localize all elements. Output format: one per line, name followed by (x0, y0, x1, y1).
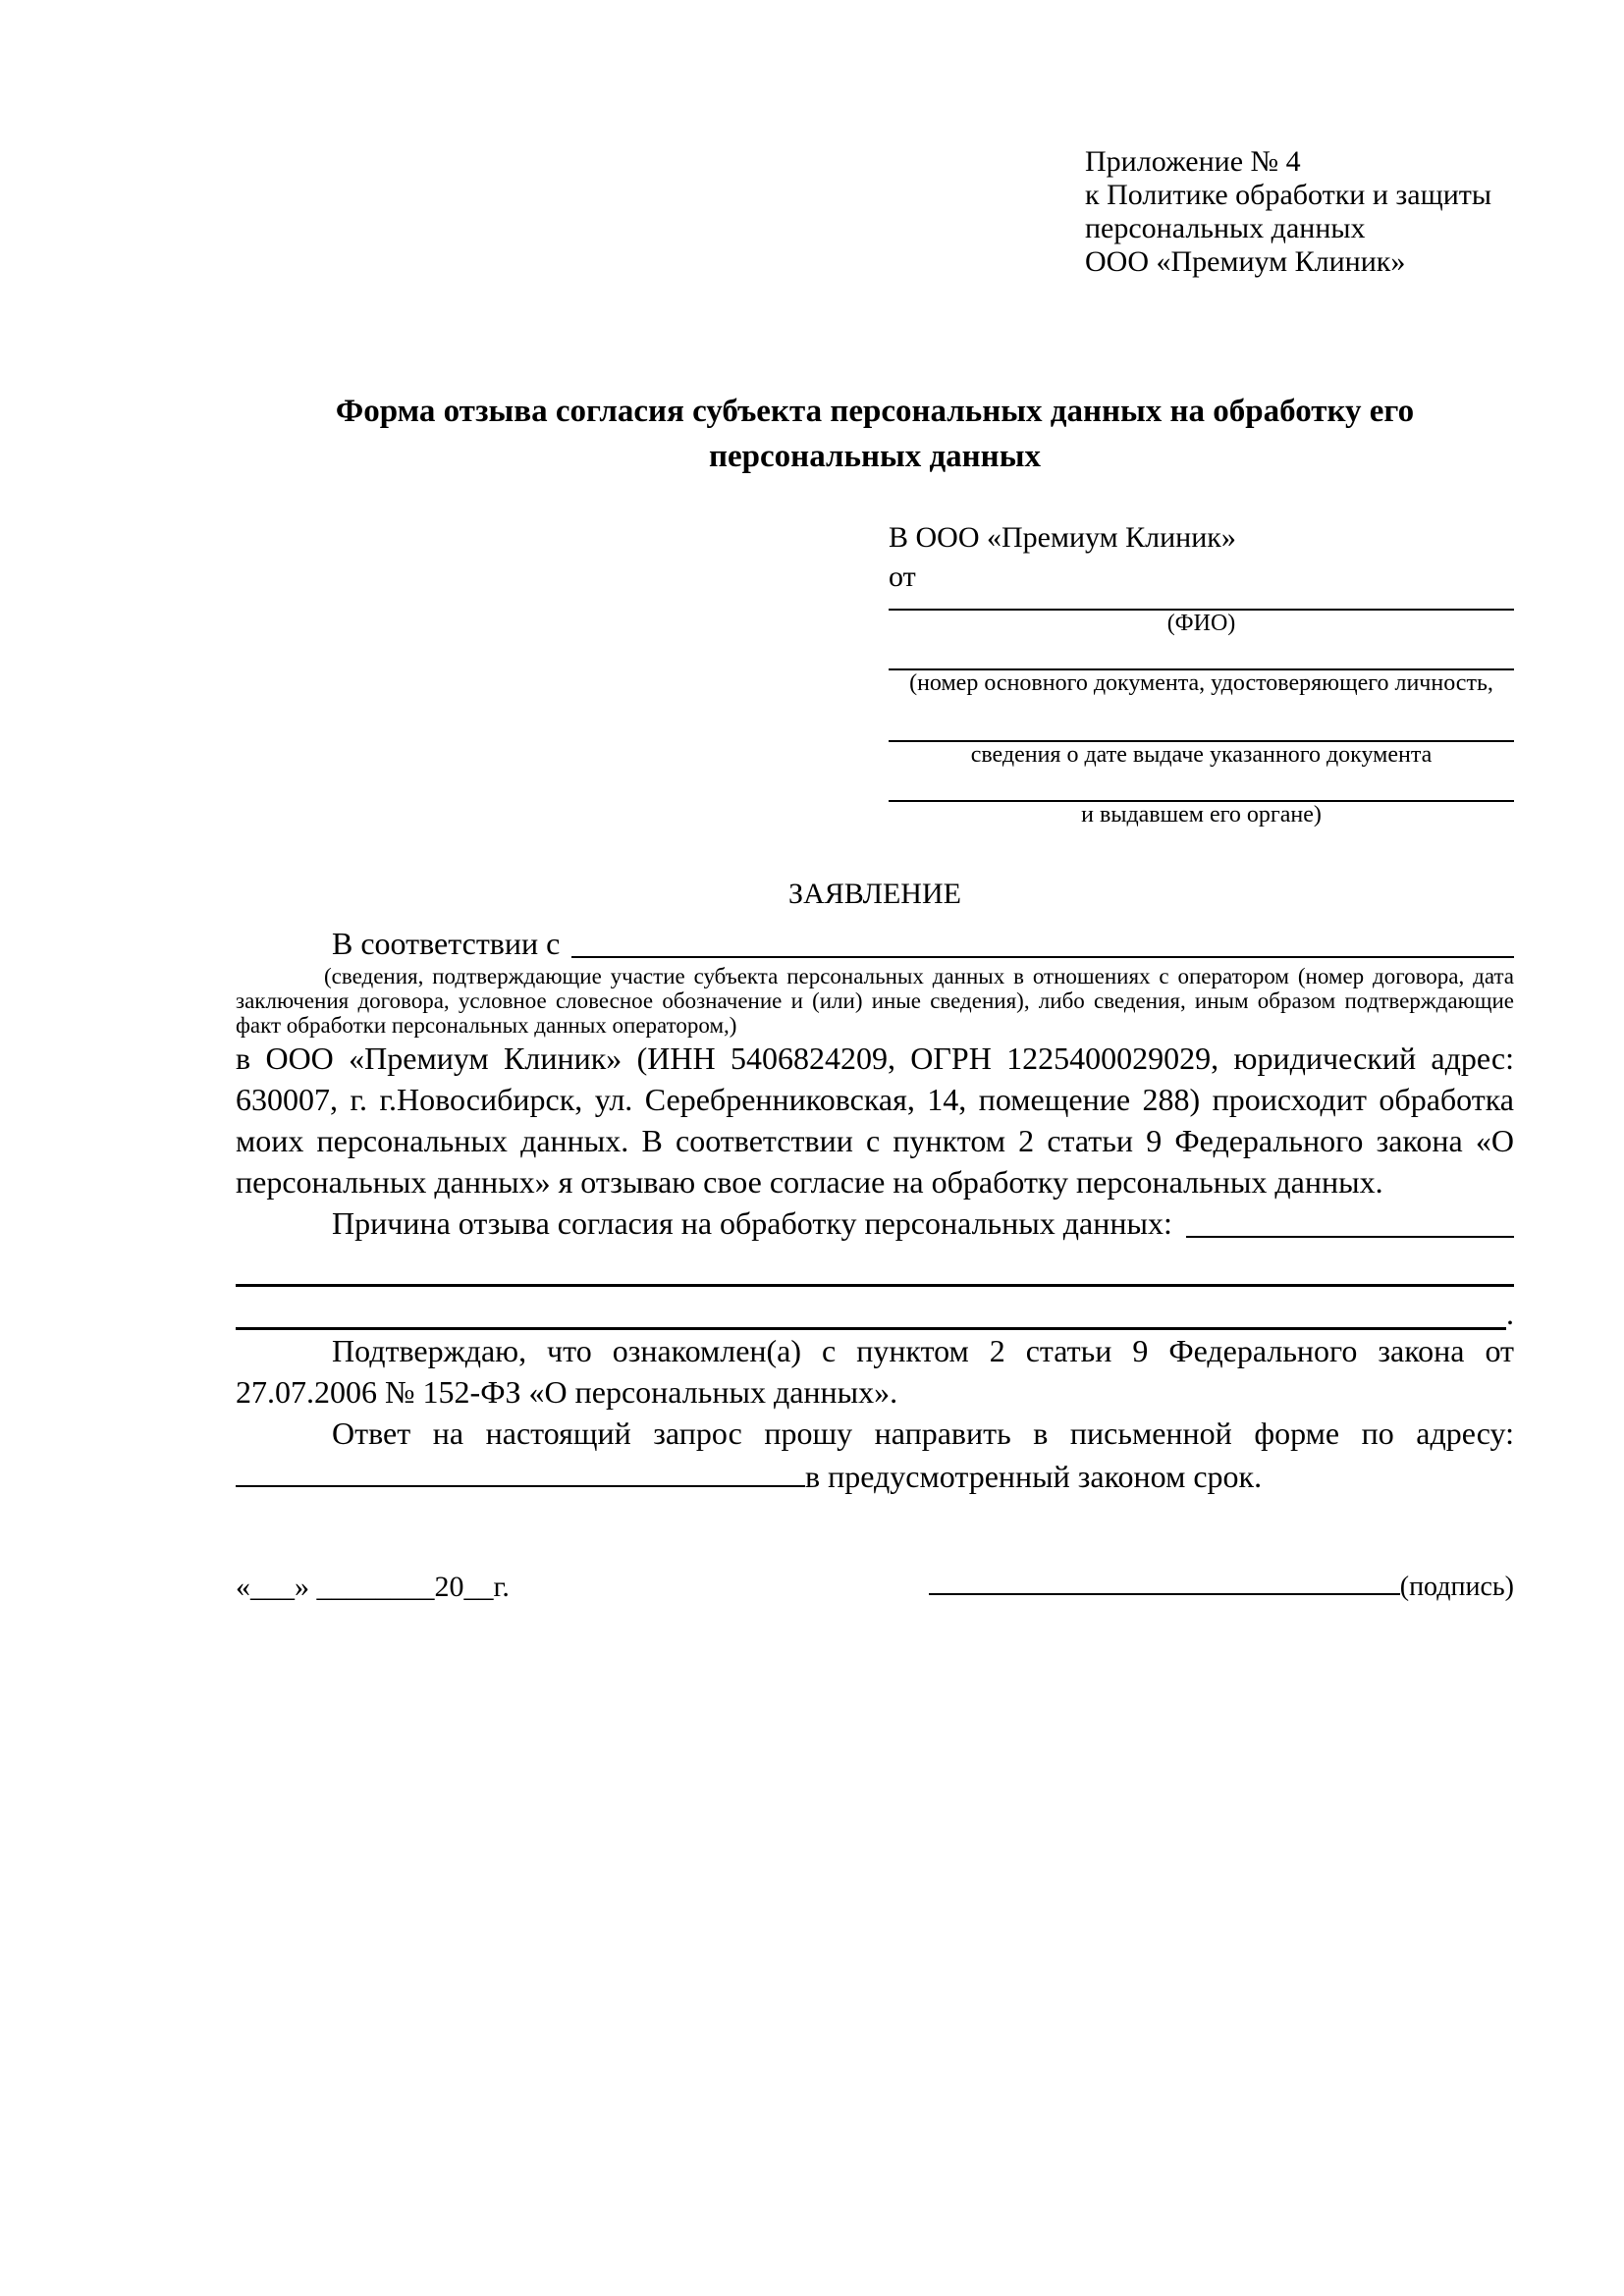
issuing-authority-caption: и выдавшем его органе) (1081, 802, 1322, 828)
reason-blank-row (236, 1244, 1514, 1287)
doc-number-caption: (номер основного документа, удостоверяющего личность, (909, 670, 1493, 696)
operator-paragraph: в ООО «Премиум Клиник» (ИНН 5406824209, ОГРН 1225400029029, юридический адрес: 630007, г. г.Новосибирск, ул. Серебренниковская, 14, помещение 288) происходит обработка моих персональных данных. В соответствии с пунктом 2 статьи 9 Федерального закона «О персональных данных» я отзываю свое согласие на обработку персональных данных. (236, 1041, 1514, 1200)
fio-blank-line (889, 597, 1514, 611)
issuing-authority-blank-line (889, 769, 1514, 802)
reply-prefix: Ответ на настоящий запрос прошу направить в письменной форме по адресу: (332, 1415, 1514, 1451)
intro-blank-line (571, 956, 1514, 958)
date-signature-row (236, 1564, 1514, 1608)
reason-blank-row (236, 1287, 1514, 1330)
document-title: Форма отзыва согласия субъекта персональных данных на обработку его персональных данных (335, 394, 1415, 474)
issue-date-caption: сведения о дате выдаче указанного документа (970, 742, 1433, 768)
intro-line (236, 923, 1514, 964)
doc-number-blank-line (889, 637, 1514, 670)
appendix-note-line: персональных данных (1085, 212, 1366, 244)
signature-blank-line (929, 1564, 1400, 1595)
date-placeholder: «___» ________20__г. (236, 1571, 510, 1603)
document-content (236, 0, 1514, 1608)
addressee-block (889, 518, 1514, 828)
reply-paragraph (236, 1413, 1514, 1497)
appendix-note-line: к Политике обработки и защиты (1085, 179, 1492, 211)
reply-suffix: в предусмотренный законом срок. (805, 1459, 1263, 1494)
period-text: . (1506, 1296, 1514, 1331)
reason-blank-line-3 (236, 1287, 1506, 1330)
signature-caption: (подпись) (1399, 1572, 1514, 1602)
appendix-note (1085, 145, 1514, 279)
intro-prefix: В соответствии с (332, 926, 561, 961)
reason-line (236, 1202, 1514, 1244)
appendix-note-line: ООО «Премиум Клиник» (1085, 245, 1406, 278)
footnote-text: (сведения, подтверждающие участие субъекта персональных данных в отношениях с оператором (номер договора, дата заключения договора, условное словесное обозначение и (или) иные сведения), либо сведения, иным образом подтверждающие факт обработки персональных данных оператором,) (236, 964, 1514, 1038)
from-label: от (889, 561, 916, 593)
fio-caption: (ФИО) (1166, 611, 1236, 636)
reason-blank-line-2 (236, 1244, 1514, 1287)
reason-blank-line (1186, 1236, 1514, 1238)
statement-heading: ЗАЯВЛЕНИЕ (788, 878, 961, 910)
reason-label: Причина отзыва согласия на обработку персональных данных: (332, 1205, 1172, 1241)
appendix-note-line: Приложение № 4 (1085, 145, 1301, 178)
address-blank-line (236, 1454, 805, 1487)
confirmation-paragraph: Подтверждаю, что ознакомлен(а) с пунктом 2 статьи 9 Федерального закона от 27.07.2006 № 152-ФЗ «О персональных данных». (236, 1333, 1514, 1410)
issue-date-blank-line (889, 697, 1514, 742)
signature-area (929, 1564, 1514, 1608)
recipient-line: В ООО «Премиум Клиник» (889, 521, 1236, 554)
